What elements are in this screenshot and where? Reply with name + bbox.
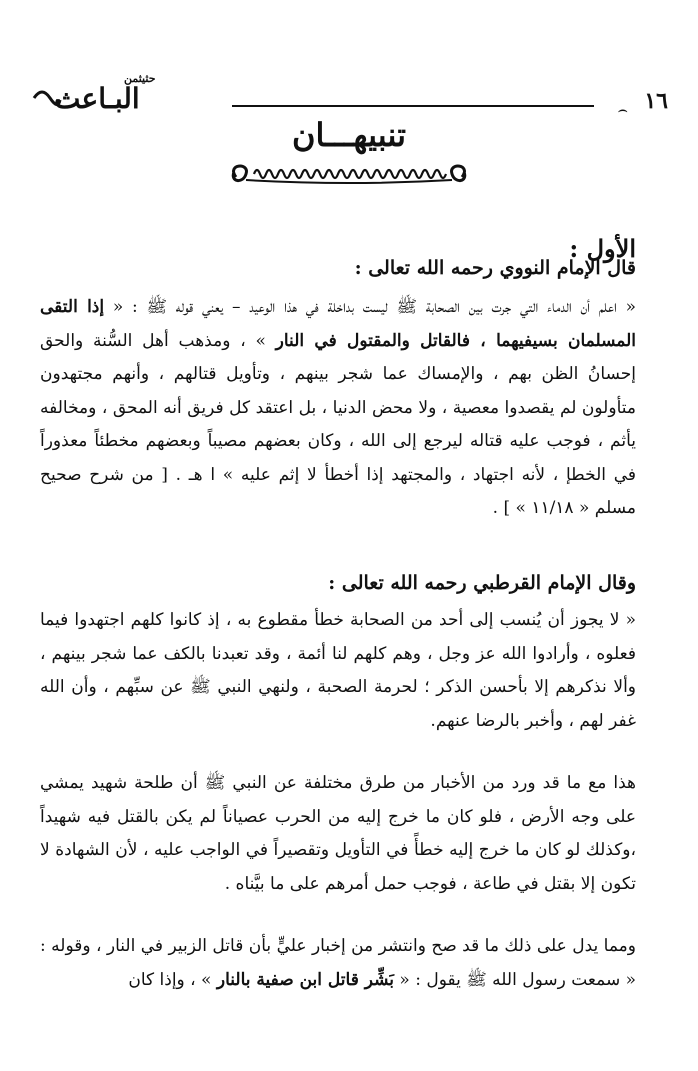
nawawi-quote-paragraph xyxy=(40,291,636,526)
hadith-ibn-safiyya: بَشِّر قاتل ابن صفية بالنار xyxy=(216,969,395,990)
decorative-ornament-icon xyxy=(222,160,476,194)
qurtubi-paragraph-1: « لا يجوز أن يُنسب إلى أحد من الصحابة خطأ مقطوع به ، إذ كانوا كلهم اجتهدوا فيما فعلوه ، وأرادوا الله عز وجل ، وهم كلهم لنا أئمة ، وقد تعبدنا بالكف عما شجر بينهم ، وألا نذكرهم إلا بأحسن الذكر ؛ لحرمة الصحبة ، ولنهي النبي ﷺ عن سبِّهم ، وأن الله غفر لهم ، وأخبر بالرضا عنهم. xyxy=(40,610,636,731)
nawawi-quote-heading: قال الإمام النووي رحمه الله تعالى : xyxy=(354,257,636,279)
book-title-author: حثيثمن xyxy=(124,72,156,85)
first-item-label: الأول : xyxy=(569,234,636,263)
hadith-two-muslims: إذا التقى المسلمان بسيفيهما ، فالقاتل والمقتول في النار xyxy=(40,297,636,351)
qurtubi-paragraph-3 xyxy=(40,930,636,997)
title-flourish-icon xyxy=(32,84,62,114)
qurtubi-p3-suffix: » ، وإذا كان xyxy=(128,969,217,990)
nawawi-rest: ومذهب أهل السُّنة والحق إحسانُ الظن بهم ، والإمساك عما شجر بينهم ، وتأويل قتالهم ، وأنهم مجتهدون متأولون لم يقصدوا معصية ، ولا محض الدنيا ، بل اعتقد كل فريق أنه المحق ، ومخالفه يأثم ، فوجب عليه قتاله ليرجع إلى الله ، وكان بعضهم مصيباً وبعضهم مخطئاً معذوراً في الخطإ ، لأنه اجتهاد ، والمجتهد إذا أخطأ لا إثم عليه » ا هـ . [ من شرح صحيح مسلم « ١١/١٨ » ] . xyxy=(40,330,636,518)
book-title: البـاعث xyxy=(54,82,140,115)
page-number: ١٦ xyxy=(644,88,668,114)
nawawi-line-2-suffix: » ، xyxy=(240,330,276,351)
qurtubi-p3-prefix: ومما يدل على ذلك ما قد صح وانتشر من إخبار عليٍّ بأن قاتل الزبير في النار ، وقوله : « سمعت رسول الله ﷺ يقول : « xyxy=(40,936,636,990)
nawawi-line-2-prefix: – يعني قوله ﷺ : « xyxy=(104,297,241,317)
section-title: تنبيهـــان xyxy=(292,116,406,154)
nawawi-line-1: « اعلم أن الدماء التي جرت بين الصحابة ﷺ ليست بداخلة في هذا الوعيد xyxy=(249,297,636,317)
header-rule xyxy=(232,105,594,107)
qurtubi-paragraph-2: هذا مع ما قد ورد من الأخبار من طرق مختلفة عن النبي ﷺ أن طلحة شهيد يمشي على وجه الأرض ، فلو كان ما خرج إليه من الحرب عصياناً لم يكن بالقتل فيه شهيداً ،وكذلك لو كان ما خرج إليه خطأً في التأويل وتقصيراً في الواجب عليه ، لأن الشهادة لا تكون إلا بقتل في طاعة ، فوجب حمل أمرهم على ما بيَّناه . xyxy=(40,773,636,894)
qurtubi-quote-heading: وقال الإمام القرطبي رحمه الله تعالى : xyxy=(328,572,636,594)
page-number-flourish-icon: ⌢ xyxy=(617,100,628,119)
